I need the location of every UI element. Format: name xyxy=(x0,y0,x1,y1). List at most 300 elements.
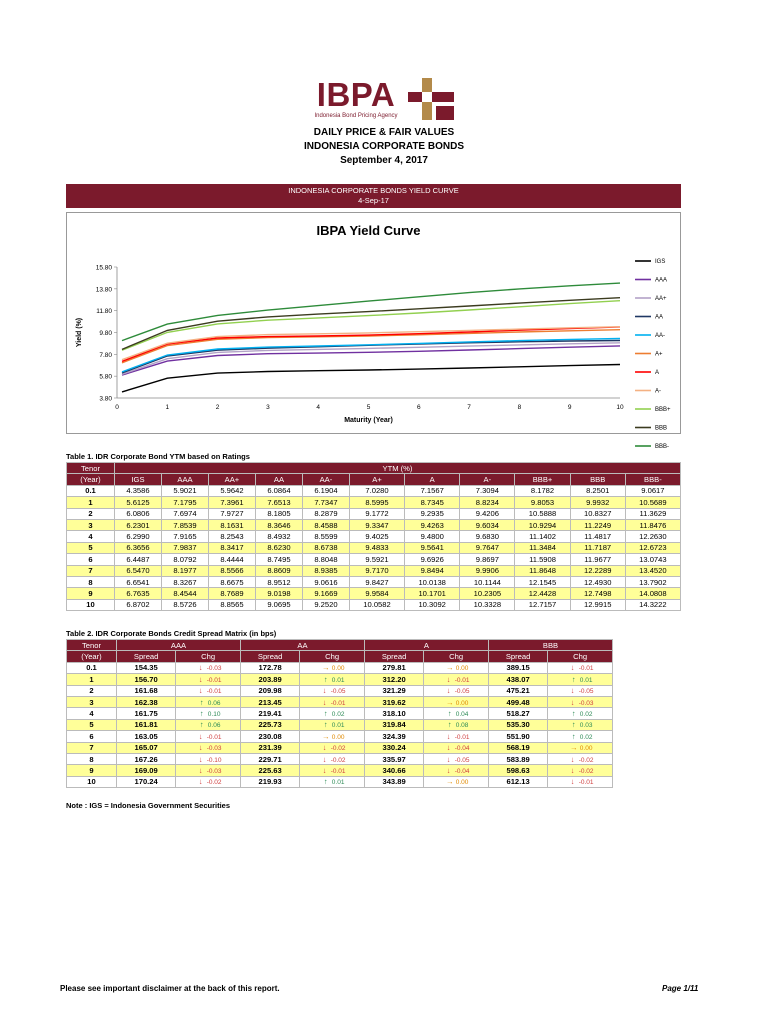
ytm-cell: 7.6513 xyxy=(255,497,302,508)
ytm-cell: 9.5641 xyxy=(405,542,460,553)
x-axis-label: Maturity (Year) xyxy=(344,417,393,424)
ytm-cell: 8.8234 xyxy=(460,497,515,508)
logo-cross-icon xyxy=(408,78,454,120)
chg-value: 0.06 xyxy=(207,722,221,730)
chg-value: -0.01 xyxy=(454,676,470,684)
report-header xyxy=(0,78,768,168)
table-row xyxy=(67,765,613,776)
ytm-cell: 7.1567 xyxy=(405,485,460,496)
ytm-cell: 9.3347 xyxy=(349,519,404,530)
ytm-cell: 10.3092 xyxy=(405,599,460,610)
arrow-up-icon: ↑ xyxy=(323,720,328,730)
y-tick-label: 9.80 xyxy=(99,330,112,337)
arrow-right-icon: → xyxy=(569,743,578,753)
ytm-cell: 6.5470 xyxy=(115,565,162,576)
y-tick-label: 3.80 xyxy=(99,395,112,403)
report-date: September 4, 2017 xyxy=(340,155,428,166)
tenor-cell: 1 xyxy=(67,497,115,508)
spread-cell: 219.41 xyxy=(240,708,299,719)
ytm-cell: 11.7187 xyxy=(570,542,625,553)
spread-table xyxy=(66,639,613,788)
chg-value: -0.01 xyxy=(206,733,222,741)
chg-cell xyxy=(300,765,365,776)
ytm-cell: 9.6034 xyxy=(460,519,515,530)
y-axis-label: Yield (%) xyxy=(76,317,83,348)
disclaimer-footer: Please see important disclaimer at the back of this report. xyxy=(60,984,280,993)
ytm-cell: 8.1782 xyxy=(515,485,570,496)
ytm-cell: 8.8609 xyxy=(255,565,302,576)
spread-cell: 389.15 xyxy=(488,662,547,673)
tenor-cell: 2 xyxy=(67,508,115,519)
ytm-cell: 8.6738 xyxy=(302,542,349,553)
ytm-cell: 9.5921 xyxy=(349,554,404,565)
spread-cell: 161.81 xyxy=(117,719,176,730)
arrow-down-icon: ↓ xyxy=(322,686,327,696)
ytm-cell: 8.7345 xyxy=(405,497,460,508)
chg-value: -0.01 xyxy=(206,688,222,696)
tenor-cell: 6 xyxy=(67,554,115,565)
arrow-down-icon: ↓ xyxy=(322,754,327,764)
chg-value: 0.02 xyxy=(579,711,593,719)
legend-label: A xyxy=(655,370,660,377)
ytm-cell: 10.0138 xyxy=(405,576,460,587)
rating-col-header: A+ xyxy=(349,474,404,485)
arrow-down-icon: ↓ xyxy=(570,777,575,787)
chg-value: -0.03 xyxy=(206,745,222,753)
ytm-cell: 8.2543 xyxy=(208,531,255,542)
rating-col-header: IGS xyxy=(115,474,162,485)
arrow-up-icon: ↑ xyxy=(199,720,204,730)
chg-cell xyxy=(424,731,489,742)
chg-cell xyxy=(548,674,613,685)
table1-caption: Table 1. IDR Corporate Bond YTM based on Ratings xyxy=(66,452,250,461)
ytm-cell: 6.0864 xyxy=(255,485,302,496)
ytm-cell: 10.5888 xyxy=(515,508,570,519)
ytm-cell: 8.6675 xyxy=(208,576,255,587)
tenor-cell: 9 xyxy=(67,765,117,776)
table-row xyxy=(67,576,681,587)
spread-cell: 499.48 xyxy=(488,696,547,707)
chg-value: 0.00 xyxy=(579,745,593,753)
yield-curve-svg xyxy=(67,213,680,451)
ytm-cell: 9.2935 xyxy=(405,508,460,519)
chg-cell xyxy=(300,776,365,787)
ytm-cell: 6.4487 xyxy=(115,554,162,565)
ytm-cell: 9.4833 xyxy=(349,542,404,553)
ytm-cell: 14.0808 xyxy=(625,588,680,599)
arrow-down-icon: ↓ xyxy=(570,765,575,775)
spread-cell: 535.30 xyxy=(488,719,547,730)
chg-value: 0.04 xyxy=(455,711,469,719)
chg-value: 0.02 xyxy=(331,711,345,719)
legend-label: BBB xyxy=(655,425,668,432)
ytm-cell: 11.2249 xyxy=(570,519,625,530)
x-tick-label: 2 xyxy=(215,404,220,411)
legend-label: A- xyxy=(655,388,661,395)
arrow-down-icon: ↓ xyxy=(198,765,203,775)
chg-cell xyxy=(424,765,489,776)
spread-cell: 225.73 xyxy=(240,719,299,730)
tenor-header: Tenor xyxy=(67,463,115,474)
ytm-cell: 8.1977 xyxy=(161,565,208,576)
spread-cell: 170.24 xyxy=(117,776,176,787)
ytm-cell: 7.8539 xyxy=(161,519,208,530)
arrow-down-icon: ↓ xyxy=(446,765,451,775)
tenor-cell: 2 xyxy=(67,685,117,696)
chg-value: -0.02 xyxy=(578,767,594,775)
spread-header: Spread xyxy=(488,651,547,662)
spread-cell: 319.62 xyxy=(364,696,423,707)
chg-value: 0.08 xyxy=(455,722,469,730)
ytm-cell: 11.3629 xyxy=(625,508,680,519)
ytm-cell: 5.9021 xyxy=(161,485,208,496)
ytm-header: YTM (%) xyxy=(115,463,681,474)
ytm-cell: 6.6541 xyxy=(115,576,162,587)
spread-cell: 551.90 xyxy=(488,731,547,742)
spread-cell: 167.26 xyxy=(117,753,176,764)
ytm-table xyxy=(66,462,681,611)
chg-value: 0.00 xyxy=(331,733,345,741)
y-tick-label: 11.80 xyxy=(96,308,112,316)
chg-header: Chg xyxy=(424,651,489,662)
ytm-cell: 8.1631 xyxy=(208,519,255,530)
rating-group-header: A xyxy=(364,640,488,651)
rating-col-header: AA- xyxy=(302,474,349,485)
rating-group-header: AAA xyxy=(117,640,241,651)
spread-cell: 319.84 xyxy=(364,719,423,730)
ytm-cell: 14.3222 xyxy=(625,599,680,610)
ytm-cell: 10.5689 xyxy=(625,497,680,508)
spread-cell: 162.38 xyxy=(117,696,176,707)
table-row xyxy=(67,588,681,599)
chg-value: -0.05 xyxy=(330,688,346,696)
chg-value: 0.06 xyxy=(207,699,221,707)
tenor-cell: 10 xyxy=(67,599,115,610)
legend-label: A+ xyxy=(655,351,663,358)
x-tick-label: 7 xyxy=(467,404,471,411)
tenor-cell: 8 xyxy=(67,753,117,764)
ytm-cell: 7.9165 xyxy=(161,531,208,542)
spread-header: Spread xyxy=(117,651,176,662)
ytm-cell: 8.6230 xyxy=(255,542,302,553)
table-row xyxy=(67,542,681,553)
arrow-up-icon: ↑ xyxy=(571,709,576,719)
chg-value: -0.01 xyxy=(454,733,470,741)
banner-title: INDONESIA CORPORATE BONDS YIELD CURVE xyxy=(288,186,459,195)
ytm-cell: 10.9294 xyxy=(515,519,570,530)
ytm-cell: 11.8476 xyxy=(625,519,680,530)
chg-value: -0.05 xyxy=(454,688,470,696)
chg-cell xyxy=(176,776,241,787)
chg-cell xyxy=(300,731,365,742)
arrow-up-icon: ↑ xyxy=(323,777,328,787)
tenor-cell: 4 xyxy=(67,708,117,719)
chg-value: 0.01 xyxy=(331,676,345,684)
chg-value: -0.05 xyxy=(454,756,470,764)
arrow-up-icon: ↑ xyxy=(199,697,204,707)
spread-cell: 335.97 xyxy=(364,753,423,764)
arrow-up-icon: ↑ xyxy=(571,674,576,684)
ytm-cell: 11.3484 xyxy=(515,542,570,553)
rating-col-header: AAA xyxy=(161,474,208,485)
table-row xyxy=(67,565,681,576)
ytm-cell: 5.6125 xyxy=(115,497,162,508)
ytm-cell: 7.0280 xyxy=(349,485,404,496)
tenor-cell: 1 xyxy=(67,674,117,685)
arrow-right-icon: → xyxy=(321,731,330,741)
tenor-cell: 7 xyxy=(67,565,115,576)
ytm-cell: 13.4520 xyxy=(625,565,680,576)
chg-cell xyxy=(424,674,489,685)
tenor-header: Tenor xyxy=(67,640,117,651)
arrow-down-icon: ↓ xyxy=(570,754,575,764)
chg-cell xyxy=(300,753,365,764)
ytm-cell: 6.7635 xyxy=(115,588,162,599)
table-row xyxy=(67,485,681,496)
chg-value: -0.02 xyxy=(578,756,594,764)
chg-value: 0.00 xyxy=(455,779,469,787)
ytm-cell: 8.4444 xyxy=(208,554,255,565)
legend-label: AAA xyxy=(655,277,668,284)
spread-cell: 312.20 xyxy=(364,674,423,685)
x-tick-label: 0 xyxy=(115,404,119,411)
year-header: (Year) xyxy=(67,474,115,485)
ytm-cell: 12.4930 xyxy=(570,576,625,587)
ytm-cell: 9.4263 xyxy=(405,519,460,530)
chg-cell xyxy=(548,662,613,673)
chg-cell xyxy=(424,742,489,753)
rating-col-header: AA xyxy=(255,474,302,485)
table-row xyxy=(67,685,613,696)
arrow-up-icon: ↑ xyxy=(447,720,452,730)
spread-cell: 161.68 xyxy=(117,685,176,696)
ytm-cell: 8.8565 xyxy=(208,599,255,610)
chg-cell xyxy=(300,674,365,685)
chg-value: -0.02 xyxy=(330,756,346,764)
chg-cell xyxy=(176,708,241,719)
chg-cell xyxy=(176,765,241,776)
table-row xyxy=(67,753,613,764)
yield-curve-chart xyxy=(66,212,681,451)
ytm-cell: 4.3586 xyxy=(115,485,162,496)
arrow-up-icon: ↑ xyxy=(447,709,452,719)
chg-value: -0.03 xyxy=(206,767,222,775)
ytm-cell: 11.4817 xyxy=(570,531,625,542)
spread-cell: 165.07 xyxy=(117,742,176,753)
y-tick-label: 13.80 xyxy=(95,286,112,294)
x-tick-label: 5 xyxy=(366,404,371,411)
year-header: (Year) xyxy=(67,651,117,662)
chg-header: Chg xyxy=(176,651,241,662)
chg-value: 0.01 xyxy=(579,676,593,684)
chg-header: Chg xyxy=(300,651,365,662)
ytm-cell: 8.4544 xyxy=(161,588,208,599)
ytm-cell: 9.0695 xyxy=(255,599,302,610)
chg-cell xyxy=(176,685,241,696)
tenor-cell: 3 xyxy=(67,519,115,530)
spread-cell: 568.19 xyxy=(488,742,547,753)
ytm-cell: 5.9642 xyxy=(208,485,255,496)
chg-value: -0.02 xyxy=(206,779,222,787)
arrow-right-icon: → xyxy=(445,777,454,787)
arrow-right-icon: → xyxy=(321,663,330,673)
arrow-down-icon: ↓ xyxy=(198,686,203,696)
table-row xyxy=(67,599,681,610)
chg-cell xyxy=(548,765,613,776)
banner-date: 4-Sep-17 xyxy=(358,196,389,205)
ytm-cell: 9.8427 xyxy=(349,576,404,587)
tenor-cell: 5 xyxy=(67,719,117,730)
chg-cell xyxy=(548,776,613,787)
rating-col-header: AA+ xyxy=(208,474,255,485)
chg-value: 0.02 xyxy=(579,733,593,741)
chg-value: -0.01 xyxy=(578,665,594,673)
ytm-cell: 12.1545 xyxy=(515,576,570,587)
table-row xyxy=(67,519,681,530)
yield-curve-banner xyxy=(66,184,681,208)
rating-col-header: BBB xyxy=(570,474,625,485)
ytm-cell: 10.0582 xyxy=(349,599,404,610)
x-tick-label: 4 xyxy=(316,404,321,411)
spread-cell: 172.78 xyxy=(240,662,299,673)
arrow-down-icon: ↓ xyxy=(198,754,203,764)
rating-col-header: A- xyxy=(460,474,515,485)
arrow-right-icon: → xyxy=(445,663,454,673)
ytm-cell: 9.1669 xyxy=(302,588,349,599)
chg-value: 0.01 xyxy=(331,722,345,730)
ytm-cell: 8.2501 xyxy=(570,485,625,496)
chg-cell xyxy=(176,696,241,707)
chg-value: -0.04 xyxy=(454,745,470,753)
ytm-cell: 8.3267 xyxy=(161,576,208,587)
chg-value: 0.01 xyxy=(331,779,345,787)
spread-cell: 583.89 xyxy=(488,753,547,764)
ytm-cell: 9.8494 xyxy=(405,565,460,576)
spread-cell: 438.07 xyxy=(488,674,547,685)
arrow-down-icon: ↓ xyxy=(322,765,327,775)
table-row xyxy=(67,776,613,787)
chg-value: 0.00 xyxy=(455,699,469,707)
ytm-cell: 11.5908 xyxy=(515,554,570,565)
ytm-cell: 8.1805 xyxy=(255,508,302,519)
chg-cell xyxy=(300,696,365,707)
chg-cell xyxy=(300,685,365,696)
table-row xyxy=(67,554,681,565)
x-tick-label: 10 xyxy=(616,404,624,411)
spread-cell: 213.45 xyxy=(240,696,299,707)
spread-cell: 203.89 xyxy=(240,674,299,685)
chg-cell xyxy=(548,696,613,707)
chg-value: -0.01 xyxy=(330,699,346,707)
ytm-cell: 12.6723 xyxy=(625,542,680,553)
ytm-cell: 8.5599 xyxy=(302,531,349,542)
ytm-cell: 9.7647 xyxy=(460,542,515,553)
chg-value: 0.10 xyxy=(207,711,221,719)
ytm-cell: 12.7498 xyxy=(570,588,625,599)
chg-cell xyxy=(424,685,489,696)
ytm-cell: 9.4025 xyxy=(349,531,404,542)
spread-cell: 163.05 xyxy=(117,731,176,742)
ibpa-logo xyxy=(314,78,453,120)
y-tick-label: 15.80 xyxy=(95,264,112,272)
spread-cell: 169.09 xyxy=(117,765,176,776)
ytm-cell: 7.1795 xyxy=(161,497,208,508)
ytm-cell: 8.3417 xyxy=(208,542,255,553)
rating-col-header: BBB+ xyxy=(515,474,570,485)
chg-value: -0.05 xyxy=(578,688,594,696)
chg-value: -0.03 xyxy=(578,699,594,707)
x-tick-label: 3 xyxy=(266,404,270,411)
arrow-down-icon: ↓ xyxy=(570,663,575,673)
tenor-cell: 7 xyxy=(67,742,117,753)
chg-cell xyxy=(548,753,613,764)
table-row xyxy=(67,731,613,742)
ytm-cell: 8.9385 xyxy=(302,565,349,576)
ytm-cell: 8.4932 xyxy=(255,531,302,542)
ytm-cell: 9.6926 xyxy=(405,554,460,565)
ytm-cell: 7.3094 xyxy=(460,485,515,496)
rating-group-header: AA xyxy=(240,640,364,651)
table-row xyxy=(67,531,681,542)
chg-cell xyxy=(300,708,365,719)
ytm-cell: 9.9584 xyxy=(349,588,404,599)
ytm-cell: 8.5995 xyxy=(349,497,404,508)
table-row xyxy=(67,742,613,753)
rating-col-header: BBB- xyxy=(625,474,680,485)
ytm-cell: 9.9932 xyxy=(570,497,625,508)
ytm-cell: 9.4800 xyxy=(405,531,460,542)
chg-value: -0.02 xyxy=(330,745,346,753)
tenor-cell: 0.1 xyxy=(67,485,115,496)
ytm-cell: 6.1904 xyxy=(302,485,349,496)
spread-cell: 518.27 xyxy=(488,708,547,719)
arrow-down-icon: ↓ xyxy=(198,743,203,753)
chg-value: -0.01 xyxy=(206,676,222,684)
spread-cell: 161.75 xyxy=(117,708,176,719)
arrow-down-icon: ↓ xyxy=(446,743,451,753)
tenor-cell: 10 xyxy=(67,776,117,787)
spread-cell: 324.39 xyxy=(364,731,423,742)
ytm-cell: 9.2520 xyxy=(302,599,349,610)
chg-cell xyxy=(176,719,241,730)
tenor-cell: 4 xyxy=(67,531,115,542)
ytm-cell: 6.0806 xyxy=(115,508,162,519)
chg-cell xyxy=(548,685,613,696)
arrow-down-icon: ↓ xyxy=(322,743,327,753)
spread-cell: 225.63 xyxy=(240,765,299,776)
arrow-up-icon: ↑ xyxy=(571,720,576,730)
ytm-cell: 9.0198 xyxy=(255,588,302,599)
arrow-down-icon: ↓ xyxy=(446,674,451,684)
ytm-cell: 8.4588 xyxy=(302,519,349,530)
legend-label: AA xyxy=(655,314,664,321)
tenor-cell: 6 xyxy=(67,731,117,742)
chg-cell xyxy=(424,753,489,764)
chg-value: -0.03 xyxy=(206,665,222,673)
spread-header: Spread xyxy=(364,651,423,662)
ytm-cell: 8.0792 xyxy=(161,554,208,565)
spread-cell: 229.71 xyxy=(240,753,299,764)
legend-label: BBB- xyxy=(655,444,670,451)
logo-subtitle: Indonesia Bond Pricing Agency xyxy=(314,113,398,119)
ytm-cell: 7.3961 xyxy=(208,497,255,508)
legend-label: BBB+ xyxy=(655,407,671,414)
chg-cell xyxy=(300,719,365,730)
ytm-cell: 9.8697 xyxy=(460,554,515,565)
chg-cell xyxy=(300,662,365,673)
chg-value: 0.00 xyxy=(331,665,345,673)
spread-cell: 209.98 xyxy=(240,685,299,696)
